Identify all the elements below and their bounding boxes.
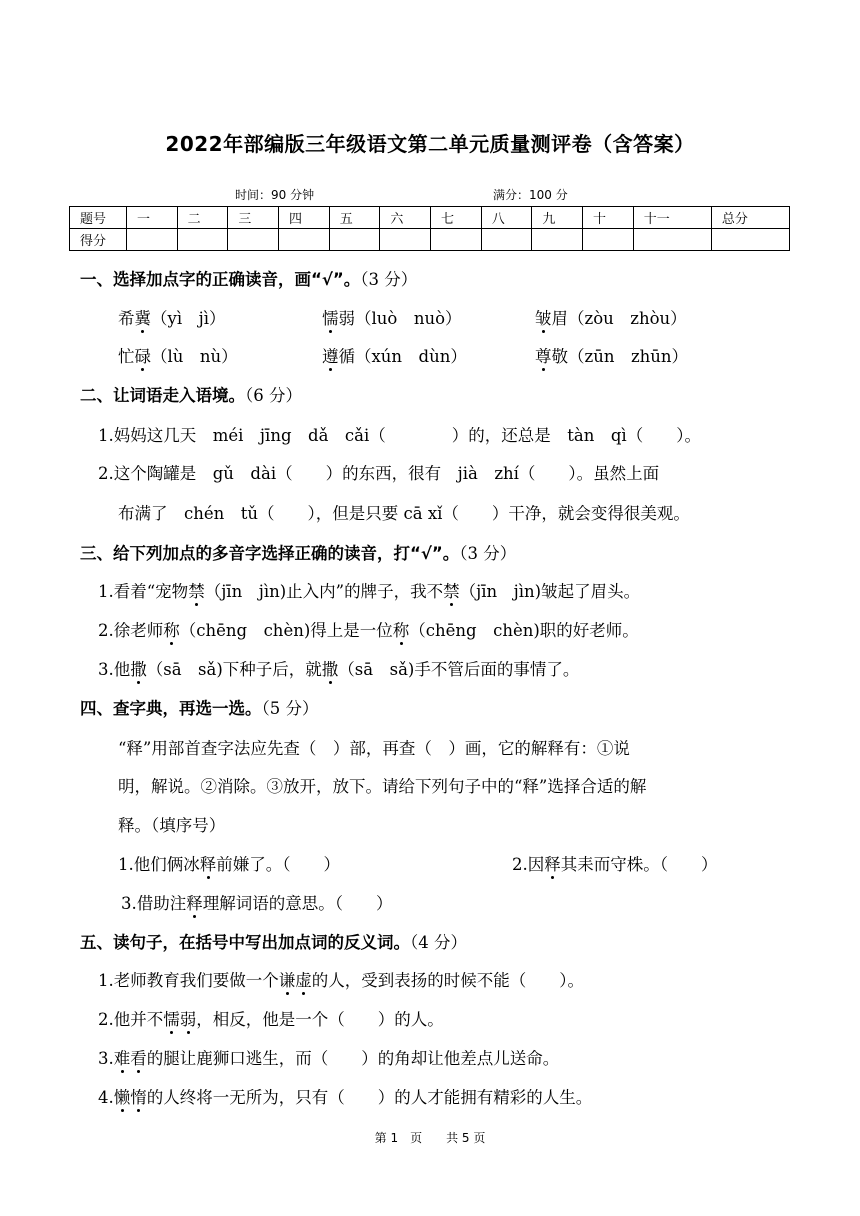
table-header-cell: 十一 [633,207,711,229]
score-table [69,206,790,251]
table-header-cell: 总分 [711,207,789,229]
table-header-cell: 题号 [70,207,127,229]
s5-line-3: 3.难看的腿让鹿狮口逃生，而（ ）的角却让他差点儿送命。 [98,1045,559,1069]
score-cell[interactable] [329,229,380,251]
score-cell[interactable] [532,229,583,251]
table-header-cell: 十 [583,207,634,229]
score-table-score-row [70,229,790,251]
table-row-label: 得分 [70,229,127,251]
section-heading-text: 五、读句子，在括号中写出加点词的反义词。 [80,933,410,952]
table-header-cell: 九 [532,207,583,229]
table-header-cell: 二 [177,207,228,229]
s4-question-1: 1.他们俩冰释前嫌了。（ ） [118,851,340,875]
section-2-heading [80,382,302,406]
section-4-heading [80,695,319,719]
s2-line-3: 布满了 chén tǔ（ ），但是只要 cā xǐ（ ）干净，就会变得很美观。 [118,504,690,523]
score-cell[interactable] [177,229,228,251]
s3-line-3: 3.他撒（sā sǎ)下种子后，就撒（sā sǎ)手不管后面的事情了。 [98,656,579,680]
score-cell[interactable] [583,229,634,251]
s4-paragraph-line-3: 释。（填序号） [118,816,226,835]
score-cell[interactable] [431,229,482,251]
section-heading-text: 四、查字典，再选一选。 [80,699,262,718]
section-1-heading [80,266,417,290]
section-heading-text: 一、选择加点字的正确读音，画“√”。 [80,270,361,289]
score-table-header-row [70,207,790,229]
score-cell[interactable] [380,229,431,251]
s1-item: 皱眉（zòu zhòu） [535,305,687,329]
section-heading-text: 二、让词语走入语境。 [80,386,245,405]
time-info: 时间：90 分钟 [235,188,315,202]
s5-line-1: 1.老师教育我们要做一个谦虚的人，受到表扬的时候不能（ ）。 [98,967,584,991]
score-info: 满分：100 分 [493,188,568,202]
section-points: （4 分） [410,933,467,952]
s1-item: 懦弱（luò nuò） [322,305,462,329]
table-header-cell: 四 [279,207,330,229]
s5-line-2: 2.他并不懦弱，相反，他是一个（ ）的人。 [98,1006,444,1030]
section-3-heading [80,540,516,564]
s2-line-2: 2.这个陶罐是 gǔ dài（ ）的东西，很有 jià zhí（ ）。虽然上面 [98,464,660,483]
section-points: （3 分） [360,270,418,289]
table-header-cell: 七 [431,207,482,229]
s4-paragraph-line-1: “释”用部首查字法应先查（ ）部，再查（ ）画，它的解释有：①说 [118,739,630,758]
section-5-heading [80,929,467,953]
score-cell[interactable] [127,229,178,251]
s1-item: 忙碌（lù nù） [118,343,238,367]
table-header-cell: 三 [228,207,279,229]
page-title: 2022年部编版三年级语文第二单元质量测评卷（含答案） [165,132,695,156]
score-cell[interactable] [279,229,330,251]
table-header-cell: 五 [329,207,380,229]
s4-paragraph-line-2: 明，解说。②消除。③放开，放下。请给下列句子中的“释”选择合适的解 [118,777,647,796]
section-points: （5 分） [261,699,319,718]
s5-line-4: 4.懒惰的人终将一无所为，只有（ ）的人才能拥有精彩的人生。 [98,1084,592,1108]
section-heading-text: 三、给下列加点的多音字选择正确的读音，打“√”。 [80,544,460,563]
table-header-cell: 六 [380,207,431,229]
score-cell[interactable] [711,229,789,251]
table-header-cell: 一 [127,207,178,229]
score-cell[interactable] [481,229,532,251]
s4-question-2: 2.因释其耒而守株。（ ） [512,851,718,875]
score-cell[interactable] [228,229,279,251]
table-header-cell: 八 [481,207,532,229]
section-points: （6 分） [245,386,302,405]
section-points: （3 分） [459,544,517,563]
s3-line-2: 2.徐老师称（chēng chèn)得上是一位称（chēng chèn)职的好老师。 [98,617,639,641]
s1-item: 尊敬（zūn zhūn） [535,343,688,367]
s2-line-1: 1.妈妈这几天 méi jīng dǎ cǎi（ ）的，还总是 tàn qì（ ）。 [98,426,701,445]
s1-item: 遵循（xún dùn） [322,343,467,367]
score-cell[interactable] [633,229,711,251]
page-footer: 第 1 页 共 5 页 [374,1131,486,1145]
s1-item: 希冀（yì jì） [118,305,226,329]
s3-line-1: 1.看着“宠物禁（jīn jìn)止入内”的牌子，我不禁（jīn jìn)皱起了眉头。 [98,578,640,602]
s4-question-3: 3.借助注释理解词语的意思。（ ） [121,890,393,914]
